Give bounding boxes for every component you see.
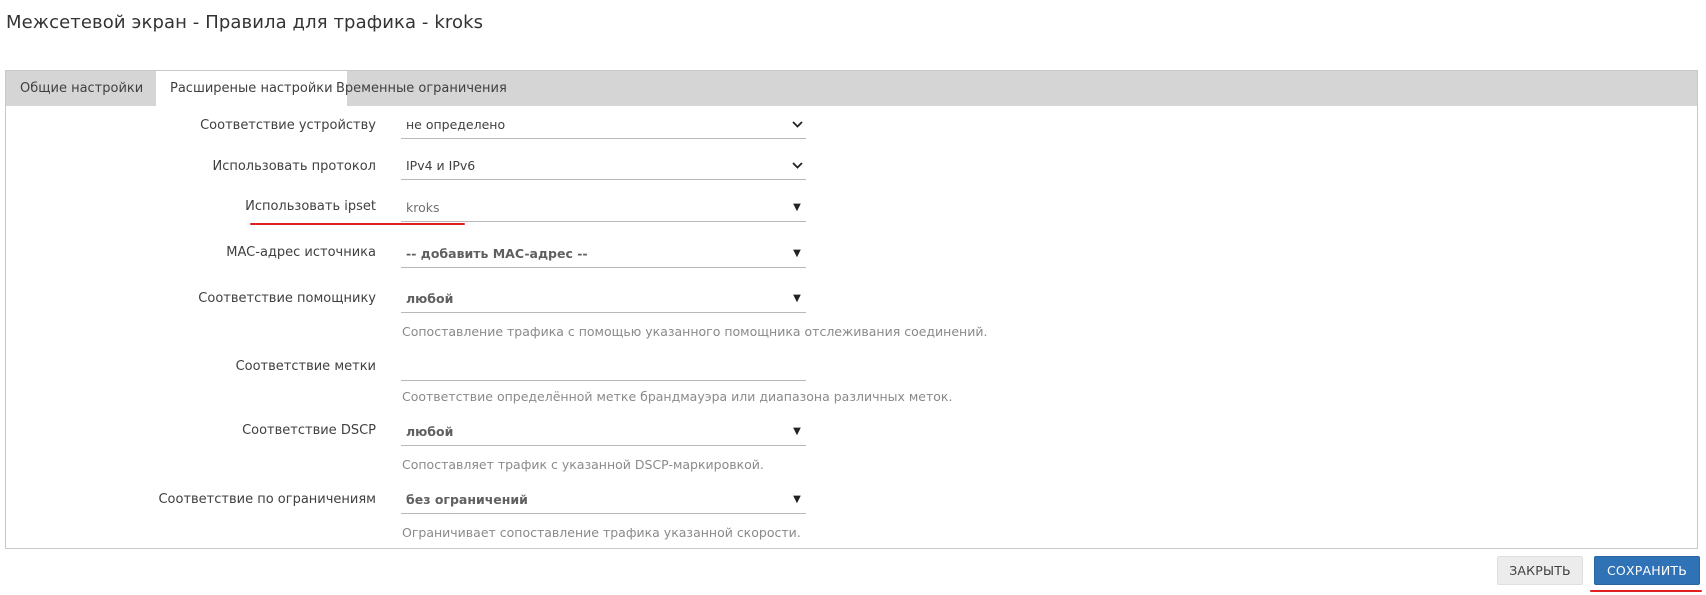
dscp-dropdown[interactable] bbox=[401, 418, 806, 446]
limit-value: без ограничений bbox=[406, 492, 528, 507]
mac-value: -- добавить MAC-адрес -- bbox=[406, 246, 588, 261]
annotation-underline bbox=[1590, 590, 1702, 592]
dscp-label: Соответствие DSCP bbox=[242, 423, 376, 438]
tab-general[interactable]: Общие настройки bbox=[20, 81, 144, 96]
triangle-down-icon: ▼ bbox=[793, 202, 801, 213]
protocol-select[interactable] bbox=[401, 152, 806, 180]
ipset-value: kroks bbox=[406, 200, 440, 215]
limit-label: Соответствие по ограничениям bbox=[158, 492, 376, 507]
mark-description: Соответствие определённой метке брандмауэра или диапазона различных меток. bbox=[402, 389, 953, 404]
protocol-label: Использовать протокол bbox=[212, 159, 376, 174]
protocol-value: IPv4 и IPv6 bbox=[406, 158, 476, 173]
device-value: не определено bbox=[406, 117, 506, 132]
dscp-value: любой bbox=[406, 424, 454, 439]
mac-label: MAC-адрес источника bbox=[226, 245, 376, 260]
close-button[interactable]: ЗАКРЫТЬ bbox=[1497, 556, 1583, 585]
ipset-dropdown[interactable] bbox=[401, 194, 806, 222]
tab-advanced[interactable]: Расширеные настройки bbox=[156, 71, 347, 106]
helper-description: Сопоставление трафика с помощью указанного помощника отслеживания соединений. bbox=[402, 324, 988, 339]
device-label: Соответствие устройству bbox=[200, 118, 376, 133]
dscp-description: Сопоставляет трафик с указанной DSCP-маркировкой. bbox=[402, 457, 764, 472]
chevron-down-icon bbox=[788, 121, 806, 128]
limit-description: Ограничивает сопоставление трафика указанной скорости. bbox=[402, 525, 801, 540]
triangle-down-icon: ▼ bbox=[793, 426, 801, 437]
limit-dropdown[interactable] bbox=[401, 486, 806, 514]
triangle-down-icon: ▼ bbox=[793, 293, 801, 304]
helper-dropdown[interactable] bbox=[401, 285, 806, 313]
page-title: Межсетевой экран - Правила для трафика - kroks bbox=[6, 12, 484, 33]
tab-bar bbox=[6, 71, 1697, 106]
mark-input[interactable] bbox=[401, 353, 806, 381]
triangle-down-icon: ▼ bbox=[793, 248, 801, 259]
mac-dropdown[interactable] bbox=[401, 240, 806, 268]
ipset-label: Использовать ipset bbox=[245, 199, 376, 214]
device-select[interactable] bbox=[401, 111, 806, 139]
annotation-underline bbox=[250, 223, 465, 225]
rule-editor-panel bbox=[5, 70, 1698, 549]
mark-label: Соответствие метки bbox=[235, 359, 376, 374]
triangle-down-icon: ▼ bbox=[793, 494, 801, 505]
tab-time-restrictions[interactable]: Временные ограничения bbox=[336, 81, 507, 96]
save-button[interactable]: СОХРАНИТЬ bbox=[1594, 556, 1700, 585]
chevron-down-icon bbox=[788, 162, 806, 169]
helper-label: Соответствие помощнику bbox=[198, 291, 376, 306]
helper-value: любой bbox=[406, 291, 454, 306]
